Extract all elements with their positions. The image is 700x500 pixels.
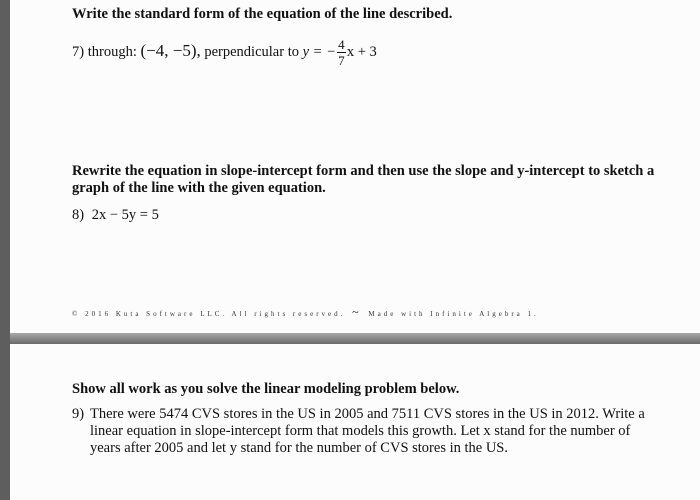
problem-9-line3: years after 2005 and let y stand for the number of CVS stores in the US. xyxy=(90,440,508,456)
section2-heading-line2: graph of the line with the given equation. xyxy=(72,180,326,196)
handwritten-mark: ~ xyxy=(352,305,362,319)
section2-heading-line1: Rewrite the equation in slope-intercept form and then use the slope and y-intercept to sketch a xyxy=(72,163,655,179)
footer-copyright xyxy=(72,305,539,320)
problem-8-number: 8) xyxy=(72,207,85,223)
problem-7-point: (−4, −5), xyxy=(140,40,201,60)
section1-heading: Write the standard form of the equation of the line described. xyxy=(72,6,453,22)
problem-8 xyxy=(72,207,159,224)
problem-7-text-middle: perpendicular to xyxy=(204,43,299,60)
section3-heading: Show all work as you solve the linear modeling problem below. xyxy=(72,381,460,397)
slope-numerator: 4 xyxy=(338,37,345,52)
slope-fraction xyxy=(337,38,346,67)
problem-8-equation: 2x − 5y = 5 xyxy=(91,207,159,223)
problem-7 xyxy=(72,38,377,67)
problem-7-number: 7) xyxy=(72,43,85,60)
footer-made-with: Made with Infinite Algebra 1. xyxy=(368,310,539,318)
problem-7-equation-suffix: x + 3 xyxy=(346,43,377,60)
footer-copyright-text: © 2016 Kuta Software LLC. All rights reserved. xyxy=(72,310,346,318)
problem-9-line2: linear equation in slope-intercept form that models this growth. Let x stand for the number of xyxy=(90,423,631,439)
slope-denominator: 7 xyxy=(338,53,345,68)
page-gap xyxy=(10,333,700,344)
problem-7-text-before: through: xyxy=(87,43,137,60)
problem-9-number: 9) xyxy=(72,406,85,422)
problem-9-line1: There were 5474 CVS stores in the US in 2005 and 7511 CVS stores in the US in 2012. Write a xyxy=(90,406,645,422)
problem-7-equation-prefix: y = − xyxy=(302,43,336,60)
